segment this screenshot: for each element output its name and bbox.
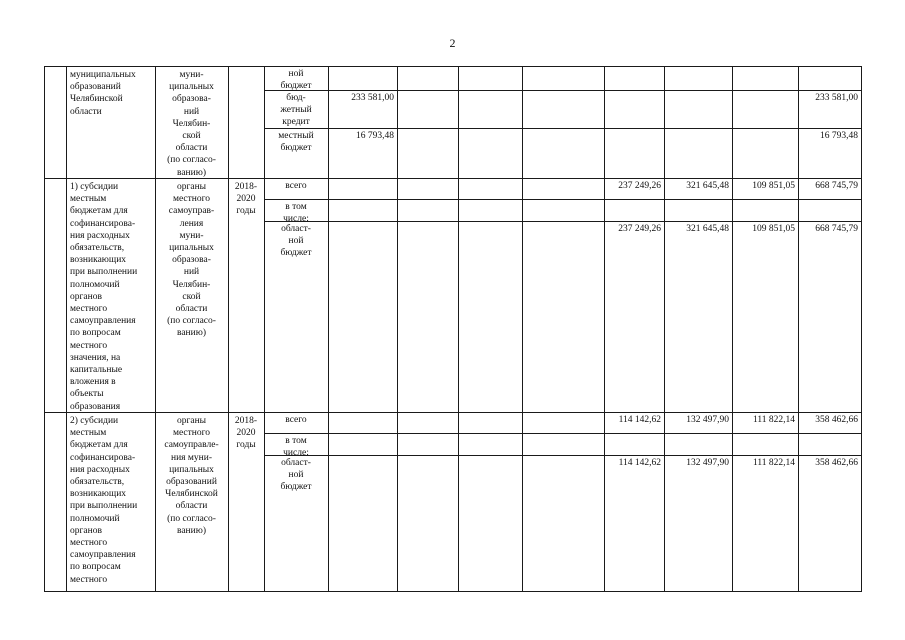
period-line: 2018- xyxy=(234,182,258,192)
funding-source-line: бюджет xyxy=(280,143,312,154)
funding-source-line: ной xyxy=(288,236,304,247)
measure-name-line: образований xyxy=(70,82,121,93)
measure-name-line: капитальные xyxy=(70,365,123,376)
executor-line: области xyxy=(175,304,208,315)
amount-cell: 233 581,00 xyxy=(815,93,858,103)
executor-line: (по согласо- xyxy=(167,155,216,166)
amount-cell: 321 645,48 xyxy=(686,181,729,191)
amount-cell: 16 793,48 xyxy=(356,131,394,141)
amount-cell: 668 745,79 xyxy=(815,181,858,191)
funding-source-line: бюджет xyxy=(280,248,312,259)
measure-name-line: софинансирова- xyxy=(70,218,136,229)
amount-cell: 16 793,48 xyxy=(820,131,858,141)
funding-source xyxy=(265,435,327,459)
measure-name-line: 2) субсидии xyxy=(70,416,119,426)
measure-name-line: при выполнении xyxy=(70,501,138,512)
executor-line: органы xyxy=(176,182,207,192)
funding-source-line: в том xyxy=(285,202,307,212)
measure-name-line: возникающих xyxy=(70,489,127,500)
funding-source-line: област- xyxy=(281,458,311,468)
measure-name-line: образования xyxy=(70,401,121,412)
executor-line: ний xyxy=(183,267,200,278)
amount-cell: 111 822,14 xyxy=(752,458,795,468)
funding-source-line: ной xyxy=(288,470,304,481)
executor-line: (по согласо- xyxy=(167,316,216,327)
executor-line: ванию) xyxy=(176,525,206,536)
measure-name-line: полномочий xyxy=(70,513,120,524)
measure-name-line: местного xyxy=(70,304,108,315)
measure-name xyxy=(70,181,153,413)
measure-name-line: органов xyxy=(70,525,102,536)
funding-source xyxy=(265,130,327,154)
executor-line: местного xyxy=(172,194,211,205)
executor-line: ципальных xyxy=(169,82,214,93)
executor-line: образова- xyxy=(172,94,211,105)
executor-line: образова- xyxy=(172,255,211,266)
executor-line: ской xyxy=(182,131,201,142)
funding-source-line: област- xyxy=(281,224,311,234)
amount-cell: 233 581,00 xyxy=(351,93,394,103)
measure-name-line: местного xyxy=(70,574,108,585)
measure-name-line: самоуправления xyxy=(70,316,136,327)
amount-cell: 132 497,90 xyxy=(686,415,729,425)
measure-name-line: органов xyxy=(70,291,102,302)
executor-line: муни- xyxy=(179,70,204,80)
measure-name-line: ния расходных xyxy=(70,464,130,475)
period xyxy=(229,181,263,218)
measure-name-line: 1) субсидии xyxy=(70,182,119,192)
executor-line: Челябин- xyxy=(172,118,211,129)
amount-cell: 237 249,26 xyxy=(618,181,661,191)
executor-line: местного xyxy=(172,428,211,439)
executor-line: ципальных xyxy=(169,243,214,254)
executor xyxy=(156,69,227,179)
executor-line: органы xyxy=(176,416,207,426)
funding-source-line: жетный xyxy=(280,105,312,116)
measure-name-line: по вопросам xyxy=(70,562,121,573)
funding-source-line: бюд- xyxy=(286,93,306,103)
page-number: 2 xyxy=(449,36,456,50)
measure-name-line: обязательств, xyxy=(70,477,125,488)
budget-table xyxy=(44,66,861,591)
period-line: 2020 xyxy=(236,194,256,205)
funding-source-line: местный xyxy=(278,131,314,141)
amount-cell: 109 851,05 xyxy=(752,181,795,191)
measure-name-line: возникающих xyxy=(70,255,127,266)
measure-name-line: вложения в xyxy=(70,377,116,388)
executor xyxy=(156,415,227,537)
executor-line: ления xyxy=(179,218,204,229)
funding-source-line: бюджет xyxy=(280,482,312,493)
executor-line: области xyxy=(175,143,208,154)
executor-line: образований xyxy=(166,477,217,488)
amount-cell: 114 142,62 xyxy=(618,458,661,468)
measure-name-line: софинансирова- xyxy=(70,452,136,463)
measure-name-line: области xyxy=(70,106,102,117)
measure-name-line: самоуправления xyxy=(70,550,136,561)
executor-line: (по согласо- xyxy=(167,513,216,524)
measure-name-line: полномочий xyxy=(70,279,120,290)
funding-source xyxy=(265,68,327,92)
period-line: 2020 xyxy=(236,428,256,439)
measure-name-line: местного xyxy=(70,340,108,351)
executor-line: ний xyxy=(183,106,200,117)
funding-source xyxy=(265,414,327,426)
funding-source-line: всего xyxy=(285,415,307,425)
measure-name-line: муниципальных xyxy=(70,70,136,80)
amount-cell: 668 745,79 xyxy=(815,224,858,234)
funding-source xyxy=(265,180,327,192)
amount-cell: 111 822,14 xyxy=(752,415,795,425)
funding-source-line: всего xyxy=(285,181,307,191)
executor-line: ния муни- xyxy=(170,452,212,463)
period-line: годы xyxy=(236,206,256,217)
amount-cell: 358 462,66 xyxy=(815,415,858,425)
executor-line: ской xyxy=(182,291,201,302)
amount-cell: 321 645,48 xyxy=(686,224,729,234)
executor-line: ванию) xyxy=(176,167,206,178)
measure-name-line: обязательств, xyxy=(70,243,125,254)
executor-line: области xyxy=(175,501,208,512)
executor-line: муни- xyxy=(179,230,204,241)
measure-name xyxy=(70,69,153,118)
measure-name-line: бюджетам для xyxy=(70,440,128,451)
amount-cell: 114 142,62 xyxy=(618,415,661,425)
funding-source-line: кредит xyxy=(282,117,310,128)
amount-cell: 237 249,26 xyxy=(618,224,661,234)
measure-name-line: Челябинской xyxy=(70,94,123,105)
funding-source-line: ной xyxy=(288,69,304,79)
funding-source-line: бюджет xyxy=(280,81,312,92)
funding-source xyxy=(265,92,327,129)
executor xyxy=(156,181,227,340)
executor-line: ципальных xyxy=(169,464,214,475)
measure-name-line: значения, на xyxy=(70,352,121,363)
measure-name xyxy=(70,415,153,586)
executor-line: Челябин- xyxy=(172,279,211,290)
funding-source-line: в том xyxy=(285,436,307,446)
period xyxy=(229,415,263,452)
funding-source-line: числе: xyxy=(283,214,309,225)
amount-cell: 132 497,90 xyxy=(686,458,729,468)
executor-line: самоуправле- xyxy=(164,440,219,451)
period-line: годы xyxy=(236,440,256,451)
amount-cell: 358 462,66 xyxy=(815,458,858,468)
funding-source xyxy=(265,457,327,494)
measure-name-line: объекты xyxy=(70,389,104,400)
executor-line: ванию) xyxy=(176,328,206,339)
measure-name-line: при выполнении xyxy=(70,267,138,278)
funding-source xyxy=(265,201,327,225)
period-line: 2018- xyxy=(234,416,258,426)
measure-name-line: местным xyxy=(70,428,107,439)
measure-name-line: по вопросам xyxy=(70,328,121,339)
amount-cell: 109 851,05 xyxy=(752,224,795,234)
measure-name-line: бюджетам для xyxy=(70,206,128,217)
measure-name-line: местного xyxy=(70,538,108,549)
executor-line: самоуправ- xyxy=(168,206,215,217)
funding-source-line: числе: xyxy=(283,448,309,459)
measure-name-line: ния расходных xyxy=(70,230,130,241)
funding-source xyxy=(265,223,327,260)
measure-name-line: местным xyxy=(70,194,107,205)
executor-line: Челябинской xyxy=(165,489,218,500)
